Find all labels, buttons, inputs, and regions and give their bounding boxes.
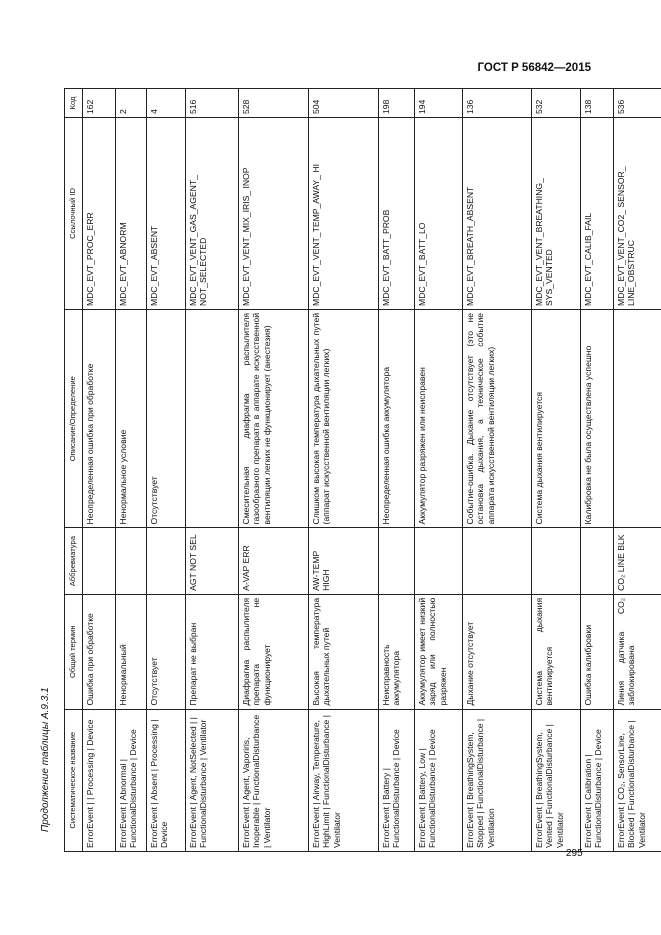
standard-designation: ГОСТ Р 56842—2015: [477, 62, 591, 74]
cell-systematic-name: ErrorEvent | Battery | FunctionalDisturbance | Device: [379, 709, 415, 851]
cell-reference-id: MDC_EVT_VENT_CO2_ SENSOR_ LINE_OBSTRUC: [614, 118, 661, 310]
cell-code: 536: [614, 89, 661, 118]
cell-reference-id: MDC_EVT_VENT_MIX_IRIS_ INOP: [239, 118, 309, 310]
cell-common-term: Отсутствует: [147, 594, 186, 709]
cell-reference-id: MDC_EVT_PROC_ERR: [83, 118, 116, 310]
cell-abbreviation: [415, 528, 463, 594]
cell-abbreviation: [379, 528, 415, 594]
table-row: [532, 89, 581, 852]
cell-reference-id: MDC_EVT_BATT_PROB: [379, 118, 415, 310]
header-abbreviation: Аббревиатура: [65, 528, 83, 594]
header-common-term: Общий термин: [65, 594, 83, 709]
table-row: [415, 89, 463, 852]
cell-reference-id: MDC_EVT_VENT_BREATHING_ SYS_VENTED: [532, 118, 581, 310]
cell-abbreviation: [83, 528, 116, 594]
table-row: [463, 89, 532, 852]
table-row: [581, 89, 614, 852]
cell-systematic-name: ErrorEvent | Agent, NotSelected | | FunctionalDisturbance | Ventilator: [186, 709, 239, 851]
terms-table: [64, 88, 661, 852]
cell-systematic-name: ErrorEvent | Absent | Processing | Device: [147, 709, 186, 851]
rotated-table-wrapper: [64, 88, 647, 852]
cell-code: 528: [239, 89, 309, 118]
cell-systematic-name: ErrorEvent | Airway, Temperature, HighLimit | FunctionalDisturbance | Ventilator: [309, 709, 379, 851]
cell-code: 198: [379, 89, 415, 118]
cell-abbreviation: [463, 528, 532, 594]
cell-reference-id: MDC_EVT_VENT_TEMP_AWAY_ HI: [309, 118, 379, 310]
cell-description: Неопределенная ошибка аккумулятора: [379, 309, 415, 528]
cell-description: Слишком высокая температура дыхательных путей (аппарат искусственной вентиляции легких): [309, 309, 379, 528]
cell-common-term: Линия датчика CO₂ заблокирована: [614, 594, 661, 709]
cell-code: 504: [309, 89, 379, 118]
cell-description: Аккумулятор разряжен или неисправен: [415, 309, 463, 528]
cell-description: Событие-ошибка. Дыхание отсутствует (это не остановка дыхания, а техническое событие аппарата искусственной вентиляции легких): [463, 309, 532, 528]
cell-abbreviation: AW-TEMP HIGH: [309, 528, 379, 594]
cell-description: Калибровка не была осуществлена успешно: [581, 309, 614, 528]
cell-abbreviation: AGT NOT SEL: [186, 528, 239, 594]
cell-common-term: Диафрагма распылителя препарата не функционирует: [239, 594, 309, 709]
table-row: [116, 89, 147, 852]
cell-systematic-name: ErrorEvent | Calibration | FunctionalDisturbance | Device: [581, 709, 614, 851]
cell-common-term: Дыхание отсутствует: [463, 594, 532, 709]
cell-common-term: Ошибка калибровки: [581, 594, 614, 709]
cell-common-term: Высокая температура дыхательных путей: [309, 594, 379, 709]
table-row: [379, 89, 415, 852]
cell-code: 194: [415, 89, 463, 118]
cell-systematic-name: ErrorEvent | Abnormal | FunctionalDisturbance | Device: [116, 709, 147, 851]
cell-code: 2: [116, 89, 147, 118]
cell-systematic-name: ErrorEvent | Battery, Low | FunctionalDisturbance | Device: [415, 709, 463, 851]
cell-systematic-name: ErrorEvent | Agent, Vaporiris, Inoperable | FunctionalDisturbance | Ventilator: [239, 709, 309, 851]
header-description: Описание/Определение: [65, 309, 83, 528]
table-row: [239, 89, 309, 852]
table-row: [83, 89, 116, 852]
cell-description: Отсутствует: [147, 309, 186, 528]
cell-abbreviation: A-VAP ERR: [239, 528, 309, 594]
cell-systematic-name: ErrorEvent | | Processing | Device: [83, 709, 116, 851]
cell-abbreviation: [147, 528, 186, 594]
cell-reference-id: MDC_EVT_CALIB_FAIL: [581, 118, 614, 310]
cell-abbreviation: [532, 528, 581, 594]
header-code: Код: [65, 89, 83, 118]
table-caption: Продолжение таблицы А.9.3.1: [40, 687, 51, 832]
table-row: [614, 89, 661, 852]
cell-abbreviation: CO₂ LINE BLK: [614, 528, 661, 594]
header-systematic-name: Систематическое название: [65, 709, 83, 851]
cell-common-term: Аккумулятор имеет низкий заряд или полностью разряжен: [415, 594, 463, 709]
cell-reference-id: MDC_EVT_ABNORM: [116, 118, 147, 310]
table-row: [309, 89, 379, 852]
cell-systematic-name: ErrorEvent | BreathingSystem, Stopped | FunctionalDisturbance | Ventilation: [463, 709, 532, 851]
cell-systematic-name: ErrorEvent | CO₂, SensorLine, Blocked | FunctionalDisturbance | Ventilator: [614, 709, 661, 851]
table-header-row: [65, 89, 83, 852]
cell-description: Ненормальное условие: [116, 309, 147, 528]
cell-common-term: Ошибка при обработке: [83, 594, 116, 709]
cell-reference-id: MDC_EVT_ABSENT: [147, 118, 186, 310]
cell-abbreviation: [581, 528, 614, 594]
cell-common-term: Неисправность аккумулятора: [379, 594, 415, 709]
cell-reference-id: MDC_EVT_VENT_GAS_AGENT_ NOT_SELECTED: [186, 118, 239, 310]
cell-code: 4: [147, 89, 186, 118]
cell-code: 162: [83, 89, 116, 118]
cell-systematic-name: ErrorEvent | BreathingSystem, Vented | FunctionalDisturbance | Ventilator: [532, 709, 581, 851]
cell-description: Неопределенная ошибка при обработке: [83, 309, 116, 528]
cell-abbreviation: [116, 528, 147, 594]
cell-code: 136: [463, 89, 532, 118]
cell-description: [614, 309, 661, 528]
cell-code: 532: [532, 89, 581, 118]
cell-common-term: Ненормальный: [116, 594, 147, 709]
table-row: [186, 89, 239, 852]
cell-common-term: Система дыхания вентилируется: [532, 594, 581, 709]
cell-description: Смесительная диафрагма распылителя газообразного препарата в аппарате искусственной вентиляции легких не функционирует (анестезия): [239, 309, 309, 528]
table-row: [147, 89, 186, 852]
cell-description: [186, 309, 239, 528]
cell-reference-id: MDC_EVT_BREATH_ABSENT: [463, 118, 532, 310]
cell-code: 516: [186, 89, 239, 118]
cell-common-term: Препарат не выбран: [186, 594, 239, 709]
cell-description: Система дыхания вентилируется: [532, 309, 581, 528]
cell-reference-id: MDC_EVT_BATT_LO: [415, 118, 463, 310]
cell-code: 138: [581, 89, 614, 118]
header-reference-id: Ссылочный ID: [65, 118, 83, 310]
page-number: 295: [566, 848, 583, 859]
